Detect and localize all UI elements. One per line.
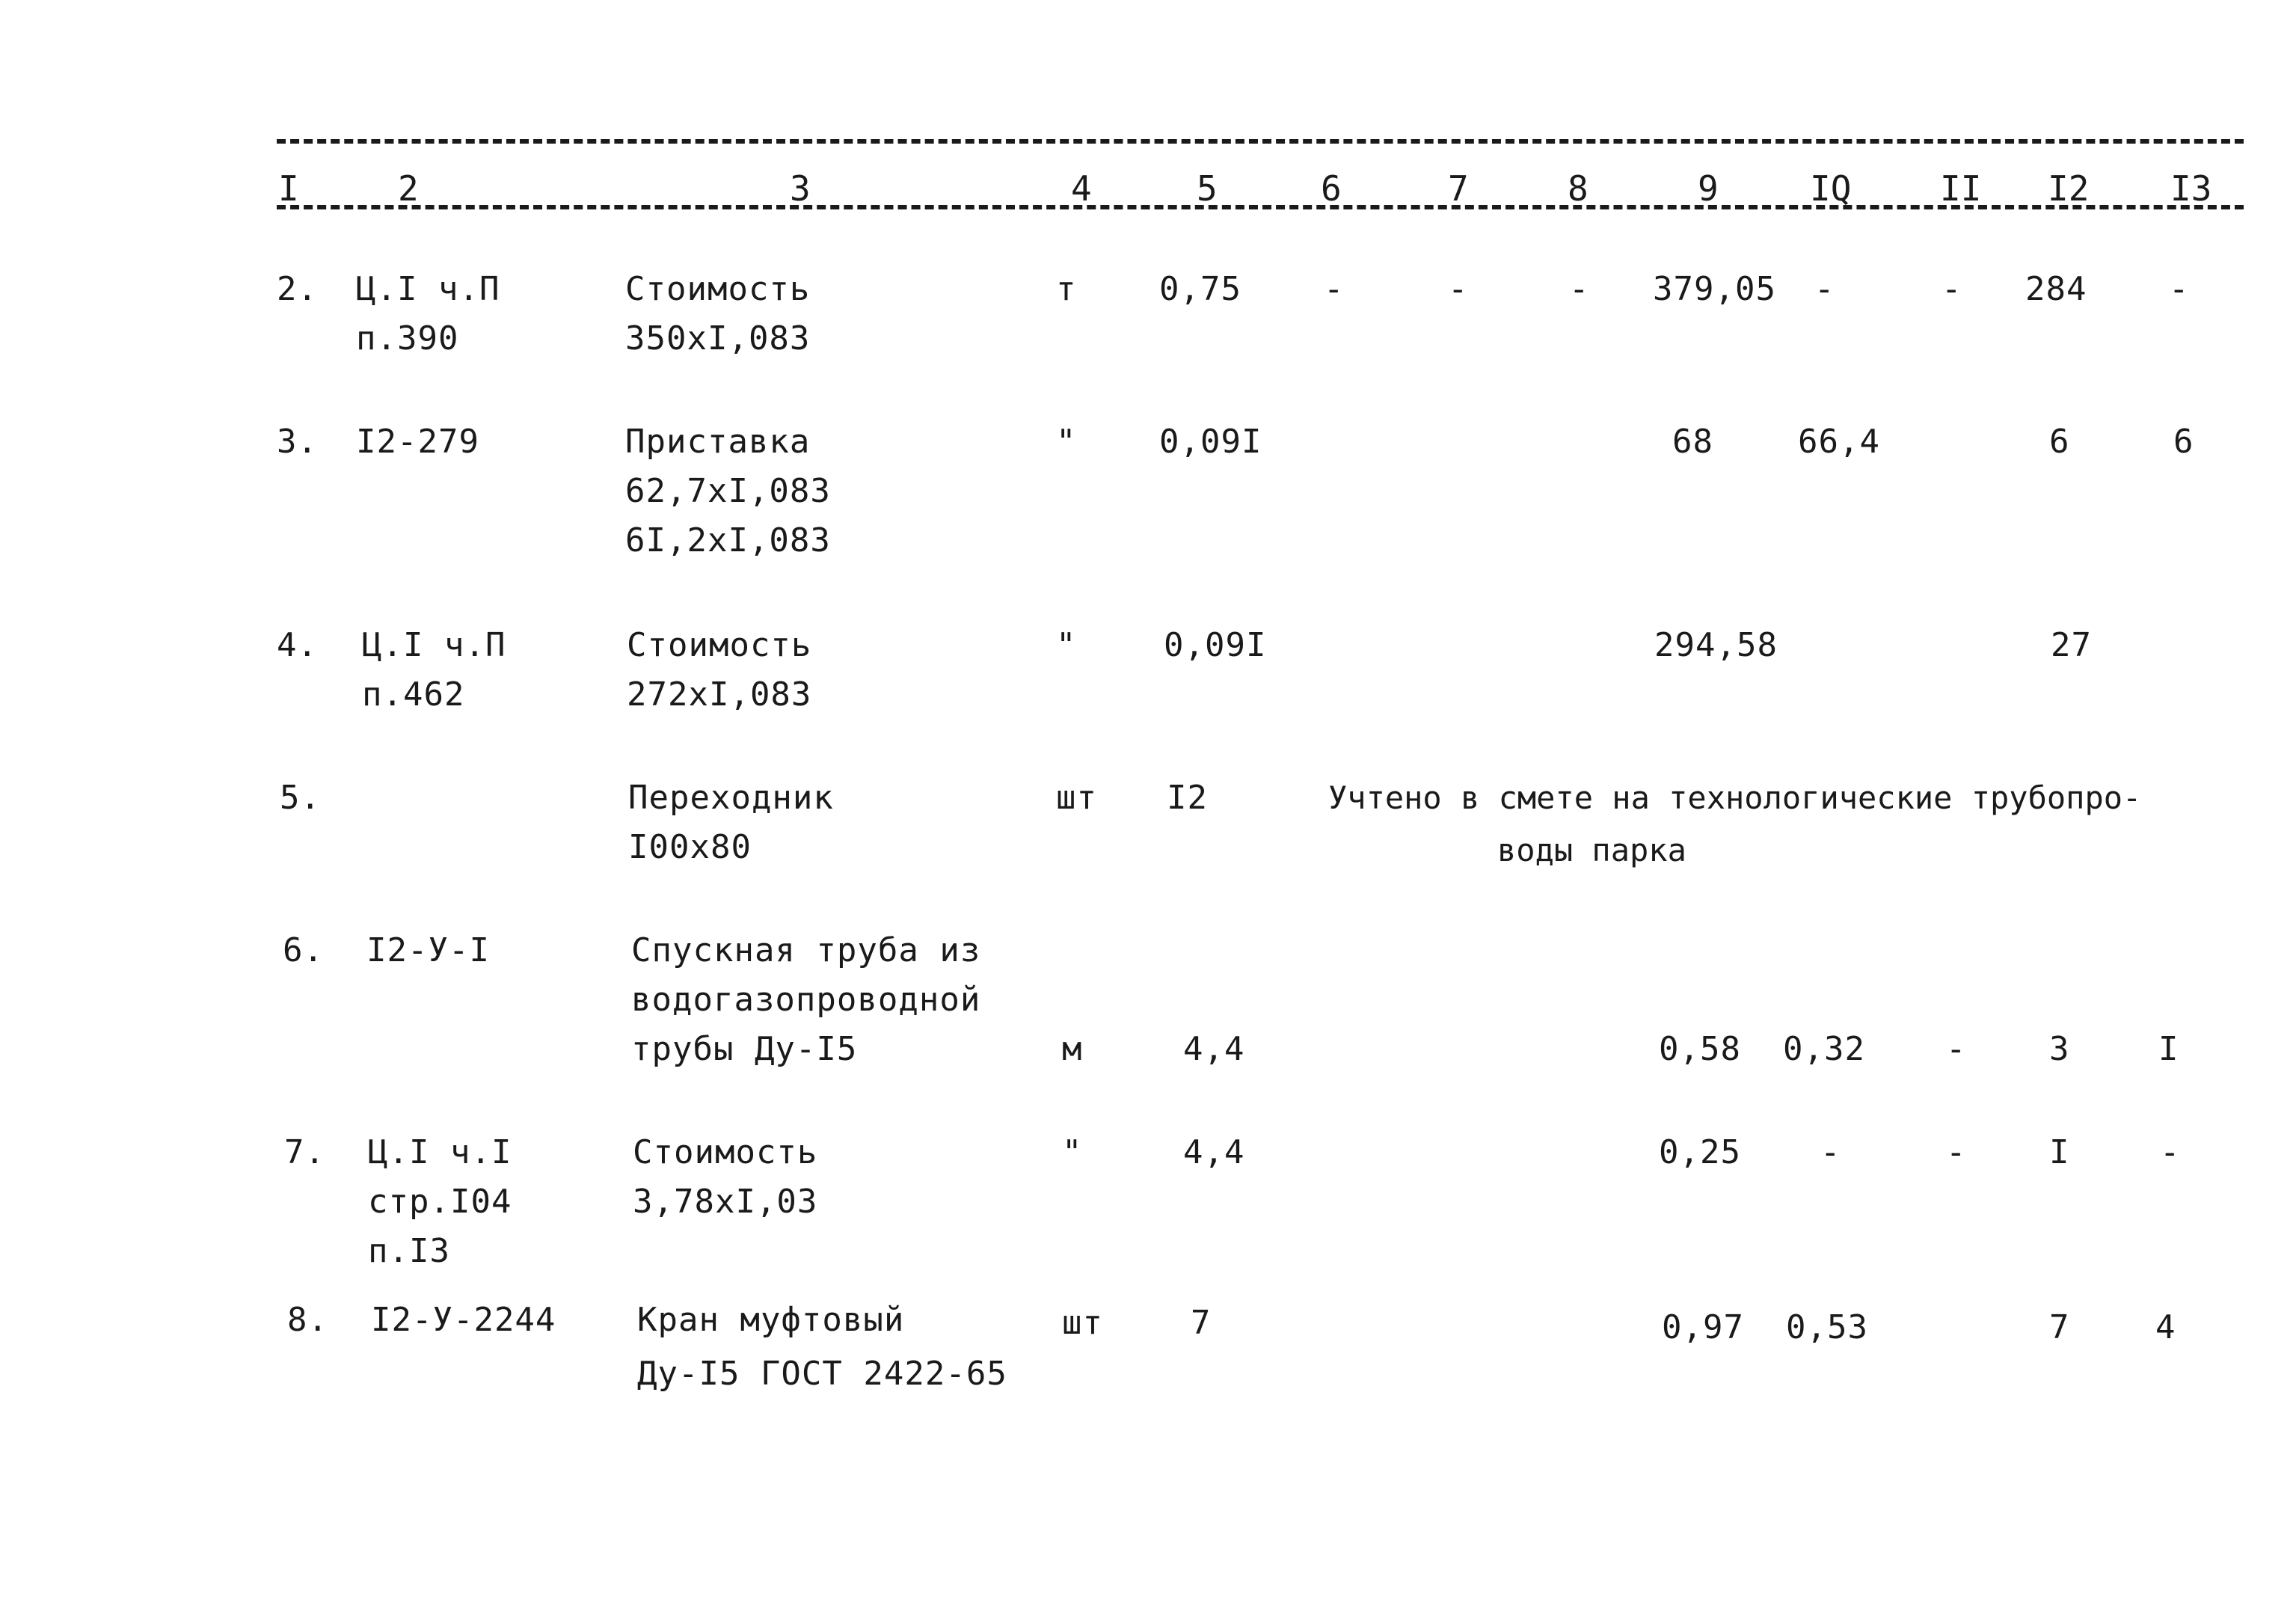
row-col-11: - <box>1942 270 1962 308</box>
row-quantity: 0,75 <box>1159 270 1241 308</box>
row-number: 5. <box>280 779 321 817</box>
row-col-13: 4 <box>2155 1308 2176 1346</box>
row-code-line: п.462 <box>362 675 465 714</box>
header-dashed-rule <box>277 205 2244 209</box>
header-col-6: 6 <box>1321 168 1342 209</box>
header-col-9: 9 <box>1698 168 1719 209</box>
row-col-10: 0,53 <box>1786 1308 1868 1346</box>
row-name-line: 6I,2xI,083 <box>625 521 831 560</box>
row-col-12: 27 <box>2051 626 2092 664</box>
header-col-12: I2 <box>2048 168 2090 209</box>
row-col-9: 68 <box>1672 423 1713 461</box>
row-unit: т <box>1056 270 1077 308</box>
row-number: 7. <box>284 1133 325 1171</box>
row-col-12: 7 <box>2049 1308 2070 1346</box>
header-col-7: 7 <box>1448 168 1469 209</box>
row-code-line: п.I3 <box>368 1232 450 1270</box>
row-name-line: Приставка <box>625 423 811 461</box>
row-quantity: 0,09I <box>1159 423 1262 461</box>
row-col-9: 0,58 <box>1659 1030 1741 1068</box>
header-col-11: II <box>1940 168 1982 209</box>
row-unit: " <box>1056 626 1077 664</box>
row-col-6: - <box>1324 270 1345 308</box>
row-quantity: I2 <box>1167 779 1208 817</box>
row-quantity: 4,4 <box>1183 1030 1245 1068</box>
row-col-10: 0,32 <box>1783 1030 1865 1068</box>
row-unit: шт <box>1056 779 1097 817</box>
header-col-4: 4 <box>1071 168 1092 209</box>
row-name-line: 3,78xI,03 <box>633 1183 818 1221</box>
row-name-line: Спускная труба из <box>631 931 981 969</box>
row-unit: " <box>1056 423 1077 461</box>
row-quantity: 7 <box>1191 1304 1212 1342</box>
row-col-9: 379,05 <box>1653 270 1776 308</box>
row-code-line: I2-У-2244 <box>371 1301 556 1339</box>
row-col-10: - <box>1814 270 1835 308</box>
row-col-9: 294,58 <box>1654 626 1778 664</box>
row-code-line: Ц.I ч.П <box>356 270 500 308</box>
row-name-line: Стоимость <box>627 626 812 664</box>
row-unit: шт <box>1062 1304 1103 1342</box>
row-code-line: I2-279 <box>356 423 479 461</box>
row-col-7: - <box>1448 270 1469 308</box>
header-col-3: 3 <box>790 168 811 209</box>
row-note-line: Учтено в смете на технологические трубопро- <box>1328 779 2142 816</box>
header-col-13: I3 <box>2170 168 2212 209</box>
row-code-line: Ц.I ч.П <box>362 626 506 664</box>
row-col-13: I <box>2158 1030 2179 1068</box>
row-col-13: - <box>2169 270 2190 308</box>
row-col-13: 6 <box>2173 423 2194 461</box>
row-col-8: - <box>1569 270 1590 308</box>
row-name-line: водогазопроводной <box>631 981 981 1019</box>
row-unit: " <box>1062 1133 1083 1171</box>
row-code-line: I2-У-I <box>366 931 490 969</box>
row-col-12: 284 <box>2025 270 2087 308</box>
row-col-9: 0,25 <box>1659 1133 1741 1171</box>
row-note-line: воды парка <box>1497 832 1686 868</box>
row-col-13: - <box>2160 1133 2181 1171</box>
row-col-9: 0,97 <box>1662 1308 1744 1346</box>
row-number: 2. <box>277 270 318 308</box>
row-name-line: Переходник <box>628 779 834 817</box>
row-col-12: 3 <box>2049 1030 2070 1068</box>
row-col-10: 66,4 <box>1798 423 1880 461</box>
row-number: 8. <box>287 1301 328 1339</box>
row-col-12: 6 <box>2049 423 2070 461</box>
header-col-10: IQ <box>1810 168 1852 209</box>
row-name-line: 272xI,083 <box>627 675 812 714</box>
row-name-line: трубы Ду-I5 <box>631 1030 858 1068</box>
row-number: 6. <box>283 931 324 969</box>
row-col-11: - <box>1946 1030 1967 1068</box>
row-code-line: п.390 <box>356 319 459 358</box>
top-dashed-rule <box>277 139 2244 144</box>
row-name-line: Стоимость <box>625 270 811 308</box>
row-name-line: I00x80 <box>628 828 752 866</box>
row-col-12: I <box>2049 1133 2070 1171</box>
row-code-line: Ц.I ч.I <box>368 1133 512 1171</box>
header-col-8: 8 <box>1568 168 1589 209</box>
row-col-11: - <box>1946 1133 1967 1171</box>
header-col-2: 2 <box>398 168 419 209</box>
header-col-1: I <box>278 168 299 209</box>
row-number: 4. <box>277 626 318 664</box>
row-quantity: 4,4 <box>1183 1133 1245 1171</box>
row-unit: м <box>1062 1030 1083 1068</box>
header-col-5: 5 <box>1197 168 1218 209</box>
row-col-10: - <box>1820 1133 1841 1171</box>
row-number: 3. <box>277 423 318 461</box>
row-quantity: 0,09I <box>1164 626 1267 664</box>
row-code-line: стр.I04 <box>368 1183 512 1221</box>
row-name-line: Ду-I5 ГОСТ 2422-65 <box>637 1355 1007 1393</box>
row-name-line: Стоимость <box>633 1133 818 1171</box>
row-name-line: 62,7xI,083 <box>625 472 831 510</box>
row-name-line: Кран муфтовый <box>637 1301 905 1339</box>
row-name-line: 350xI,083 <box>625 319 811 358</box>
